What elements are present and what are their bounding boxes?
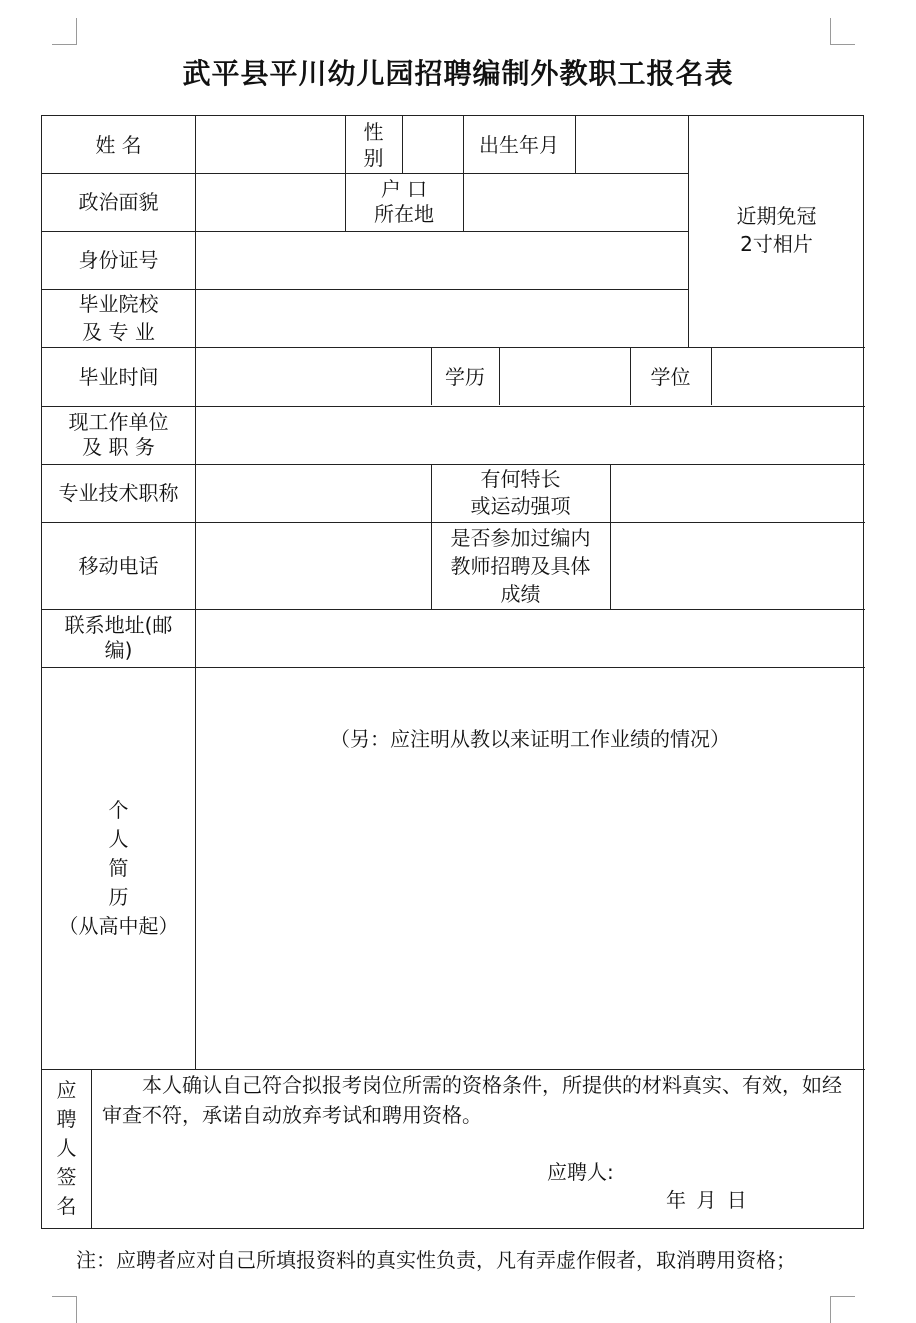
education-field[interactable] xyxy=(499,347,630,406)
address-field[interactable] xyxy=(195,609,865,667)
label-exam-history: 是否参加过编内 教师招聘及具体 成绩 xyxy=(450,525,591,606)
label-signature: 应 聘 人 签 名 xyxy=(56,1078,77,1218)
grad-time-field[interactable] xyxy=(195,347,431,406)
crop-mark-top-left xyxy=(52,18,77,45)
degree-field[interactable] xyxy=(711,347,865,406)
professional-title-field[interactable] xyxy=(195,464,431,522)
label-political: 政治面貌 xyxy=(78,190,159,214)
label-professional-title: 专业技术职称 xyxy=(58,481,179,505)
label-education: 学历 xyxy=(445,364,485,389)
political-field[interactable] xyxy=(195,173,345,231)
mobile-field[interactable] xyxy=(195,522,431,609)
birth-field[interactable] xyxy=(575,116,688,173)
label-grad-time: 毕业时间 xyxy=(78,364,159,389)
label-work-unit: 现工作单位 及 职 务 xyxy=(68,410,169,459)
page-title: 武平县平川幼儿园招聘编制外教职工报名表 xyxy=(182,57,734,90)
crop-mark-top-right xyxy=(830,18,855,45)
column-divider xyxy=(91,1069,92,1228)
label-specialty: 有何特长 或运动强项 xyxy=(470,467,571,518)
id-number-field[interactable] xyxy=(195,231,688,289)
label-name: 姓 名 xyxy=(95,132,142,157)
footnote: 注：应聘者应对自己所填报资料的真实性负责，凡有弄虚作假者，取消聘用资格； xyxy=(76,1248,796,1272)
applicant-label: 应聘人: xyxy=(547,1160,614,1184)
label-gender: 性 别 xyxy=(363,119,384,170)
registration-form-table xyxy=(41,115,864,1229)
name-field[interactable] xyxy=(195,116,345,173)
label-hukou: 户 口 所在地 xyxy=(374,177,434,226)
gender-field[interactable] xyxy=(402,116,463,173)
resume-note: （另：应注明从教以来证明工作业绩的情况） xyxy=(330,727,730,751)
label-resume: 个 人 简 历 （从高中起） xyxy=(58,797,179,938)
crop-mark-bottom-right xyxy=(830,1296,855,1323)
specialty-field[interactable] xyxy=(610,464,865,522)
crop-mark-bottom-left xyxy=(52,1296,77,1323)
label-mobile: 移动电话 xyxy=(78,553,159,578)
work-unit-field[interactable] xyxy=(195,406,865,464)
label-degree: 学位 xyxy=(650,364,691,389)
resume-field[interactable] xyxy=(195,667,865,1069)
label-school-major: 毕业院校 及 专 业 xyxy=(78,292,159,344)
date-label: 年 月 日 xyxy=(666,1188,749,1212)
exam-history-field[interactable] xyxy=(610,522,865,609)
label-address: 联系地址(邮 编) xyxy=(64,613,173,662)
declaration-text: 本人确认自己符合拟报考岗位所需的资格条件，所提供的材料真实、有效，如经审查不符，承诺自动放弃考试和聘用资格。 xyxy=(102,1073,842,1127)
school-major-field[interactable] xyxy=(195,289,688,347)
hukou-field[interactable] xyxy=(463,173,688,231)
applicant-signature-field[interactable] xyxy=(672,1154,842,1186)
label-birth: 出生年月 xyxy=(479,132,559,157)
photo-box[interactable]: 近期免冠 2寸相片 xyxy=(736,204,817,256)
label-id-number: 身份证号 xyxy=(78,248,159,272)
